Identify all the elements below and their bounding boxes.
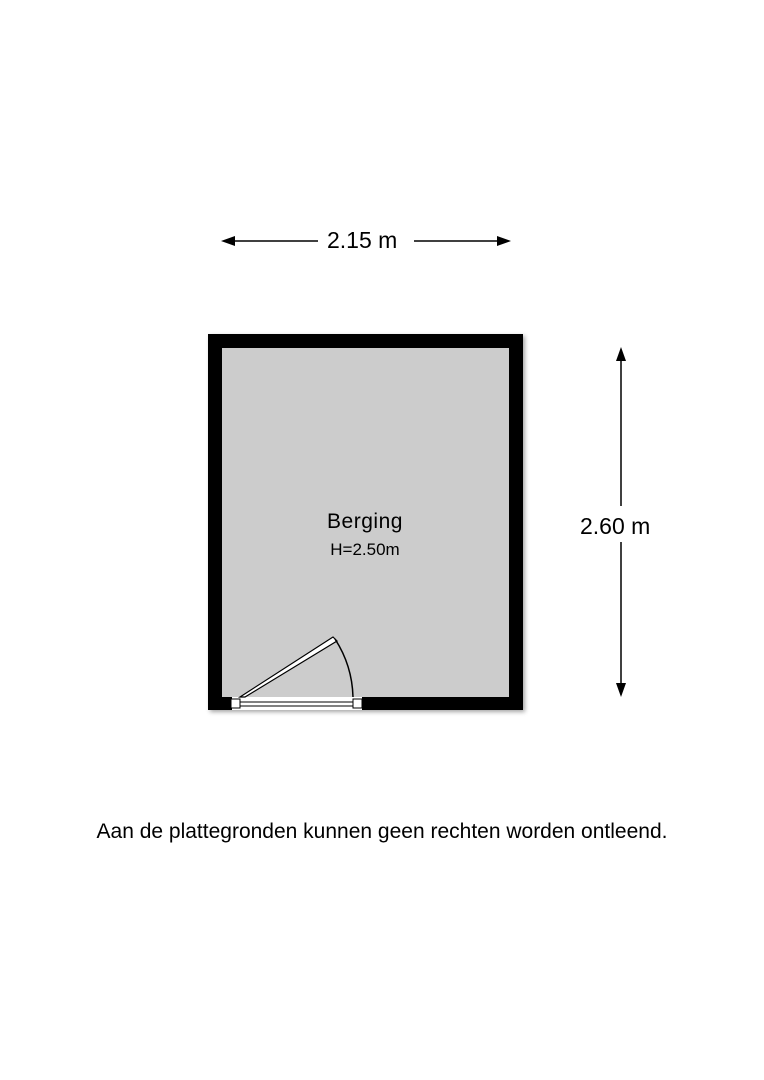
disclaimer-text: Aan de plattegronden kunnen geen rechten worden ontleend.	[96, 820, 668, 843]
door-opening	[232, 697, 362, 710]
room-height-label: H=2.50m	[330, 540, 400, 559]
arrowhead-down-icon	[616, 683, 626, 697]
arrowhead-up-icon	[616, 347, 626, 361]
door-jamb-left	[231, 699, 240, 708]
arrowhead-right-icon	[497, 236, 511, 246]
width-dimension-label: 2.15 m	[323, 229, 401, 252]
arrowhead-left-icon	[221, 236, 235, 246]
door-jamb-right	[353, 699, 362, 708]
room-name-label: Berging	[327, 510, 403, 533]
depth-dimension-label: 2.60 m	[580, 511, 650, 542]
